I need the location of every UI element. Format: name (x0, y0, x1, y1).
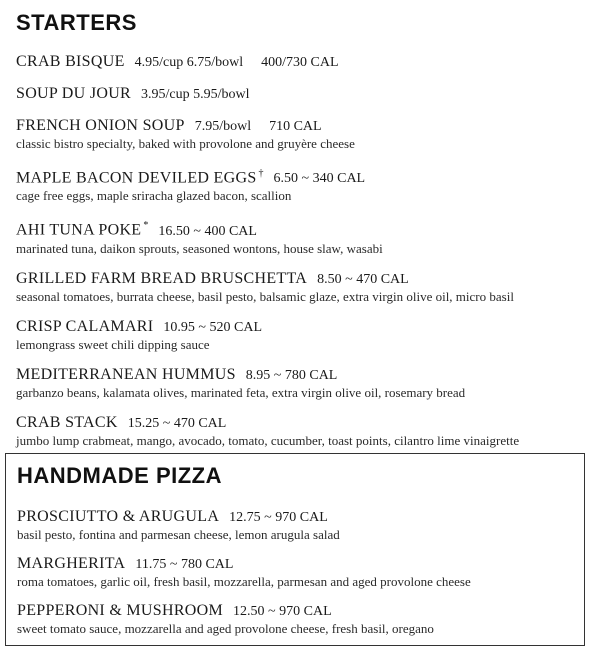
item-description: seasonal tomatoes, burrata cheese, basil pesto, balsamic glaze, extra virgin olive oil, micro basil (16, 288, 514, 304)
menu-item (16, 84, 586, 104)
item-description: roma tomatoes, garlic oil, fresh basil, mozzarella, parmesan and aged provolone cheese (17, 574, 471, 589)
item-price: 15.25 ~ 470 CAL (127, 415, 227, 431)
item-name: CRAB BISQUE (16, 53, 125, 70)
starters-title: STARTERS (16, 10, 137, 35)
item-price: 11.75 ~ 780 CAL (135, 557, 234, 572)
item-name: CRISP CALAMARI (16, 317, 154, 335)
menu-item (16, 365, 586, 401)
item-name: MEDITERRANEAN HUMMUS (16, 365, 236, 383)
item-price: 4.95/cup 6.75/bowl (134, 55, 244, 70)
item-name: SOUP DU JOUR (16, 85, 132, 102)
item-name: MARGHERITA (17, 555, 126, 572)
item-price: 8.50 ~ 470 CAL (317, 271, 409, 287)
menu-item (16, 164, 586, 204)
menu-item (16, 413, 586, 449)
item-description: garbanzo beans, kalamata olives, marinated feta, extra virgin olive oil, rosemary bread (16, 384, 466, 400)
item-description: jumbo lump crabmeat, mango, avocado, tomato, cucumber, toast points, cilantro lime vinaigrette (16, 432, 520, 448)
item-price: 8.95 ~ 780 CAL (245, 367, 338, 383)
menu-item (16, 216, 586, 256)
item-name: AHI TUNA POKE (16, 221, 142, 239)
item-price: 6.50 ~ 340 CAL (273, 171, 366, 187)
item-description: marinated tuna, daikon sprouts, seasoned wontons, house slaw, wasabi (16, 240, 383, 256)
item-price: 7.95/bowl (194, 119, 252, 134)
item-description: classic bistro specialty, baked with provolone and gruyère cheese (16, 136, 355, 151)
item-calories: 400/730 CAL (261, 55, 339, 70)
item-price: 10.95 ~ 520 CAL (163, 319, 262, 335)
menu-item (17, 554, 577, 590)
dagger-mark: † (258, 168, 264, 179)
item-description: lemongrass sweet chili dipping sauce (16, 336, 210, 352)
item-price: 16.50 ~ 400 CAL (158, 223, 257, 239)
starters-section (16, 10, 586, 461)
item-description: basil pesto, fontina and parmesan cheese, lemon arugula salad (17, 527, 340, 542)
menu-item (16, 52, 586, 72)
item-price: 12.50 ~ 970 CAL (233, 604, 332, 619)
item-name: PEPPERONI & MUSHROOM (17, 602, 224, 619)
item-name: MAPLE BACON DEVILED EGGS (16, 169, 257, 187)
pizza-title: HANDMADE PIZZA (17, 463, 222, 488)
menu-item (16, 317, 586, 353)
item-price: 12.75 ~ 970 CAL (229, 510, 328, 525)
item-price: 3.95/cup 5.95/bowl (141, 87, 250, 102)
pizza-section-box (5, 453, 585, 646)
item-name: CRAB STACK (16, 413, 118, 431)
item-description: sweet tomato sauce, mozzarella and aged provolone cheese, fresh basil, oregano (17, 621, 434, 636)
item-description: cage free eggs, maple sriracha glazed bacon, scallion (16, 188, 292, 204)
menu-item (17, 507, 577, 543)
item-name: PROSCIUTTO & ARUGULA (17, 508, 220, 525)
menu-item (16, 269, 586, 305)
asterisk-mark: * (143, 220, 149, 232)
menu-item (16, 116, 586, 152)
menu-item (17, 601, 577, 637)
item-name: FRENCH ONION SOUP (16, 117, 185, 134)
item-calories: 710 CAL (269, 119, 322, 134)
item-name: GRILLED FARM BREAD BRUSCHETTA (16, 269, 308, 287)
